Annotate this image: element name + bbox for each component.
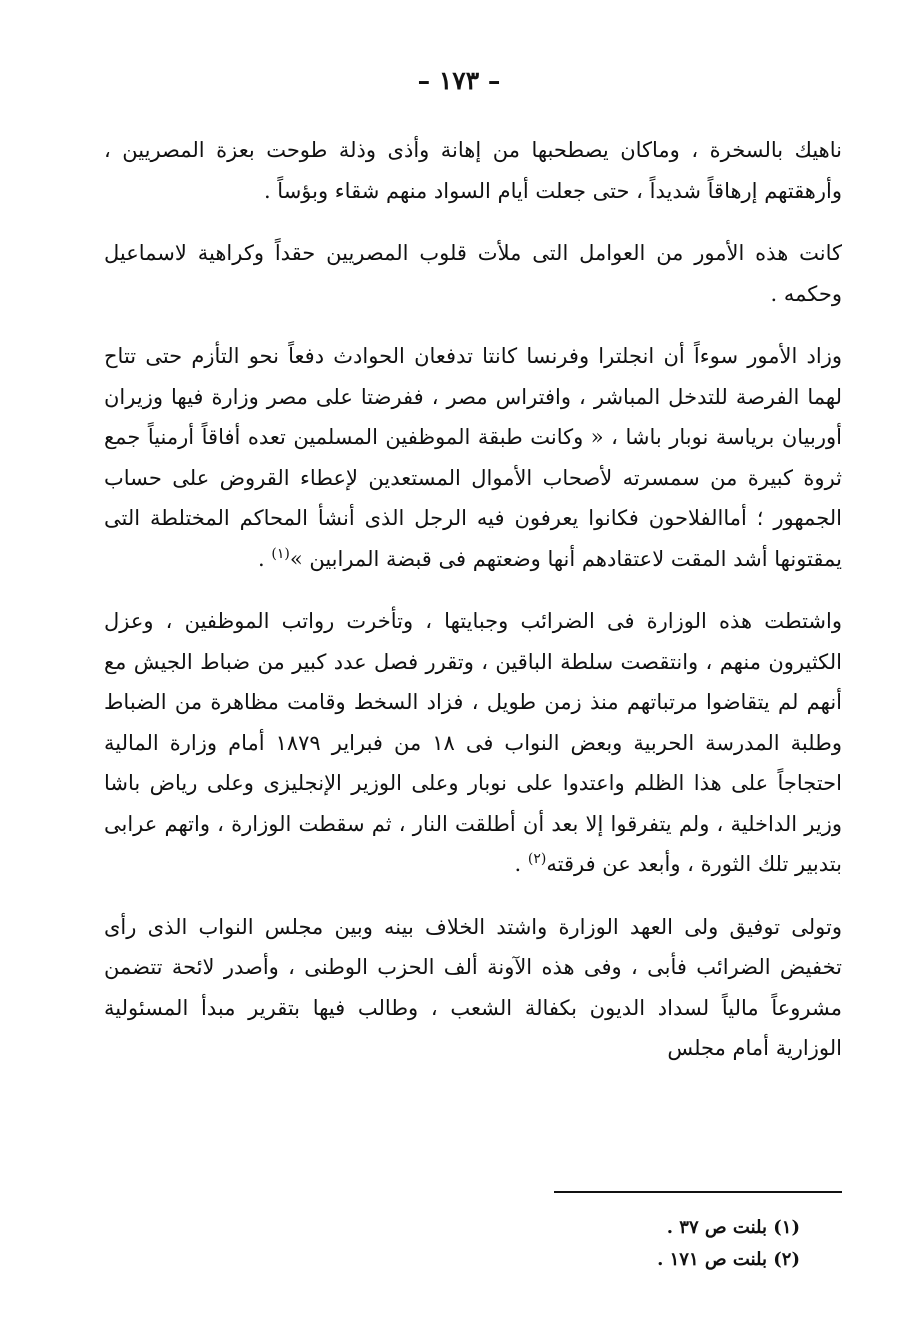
footnote: (٢) بلنت ص ١٧١ . [657,1249,800,1270]
footnote-divider [554,1191,842,1193]
footnote-reference: (١) [271,545,290,562]
paragraph: ناهيك بالسخرة ، وماكان يصطحبها من إهانة وأذى وذلة طوحت بعزة المصريين ، وأرهقتهم إرهاقاً شديداً ، حتى جعلت أيام السواد منهم شقاء وبؤساً . [104,138,842,203]
body-text [104,130,842,1069]
footnote: (١) بلنت ص ٣٧ . [666,1217,800,1238]
paragraph-end: . [514,852,528,876]
paragraph-text: وزاد الأمور سوءاً أن انجلترا وفرنسا كانتا تدفعان الحوادث دفعاً نحو التأزم حتى تتاح لهما الفرصة للتدخل المباشر ، وافتراس مصر ، ففرضتا على مصر وزارة فيها وزيران أوربيان برياسة نوبار باشا ، « وكانت طبقة الموظفين المسلمين تعده أفاقاً أرمنياً جمع ثروة كبيرة من سمسرته لأصحاب الأموال المستعدين لإعطاء القروض على حساب الجمهور ؛ أماالفلاحون فكانوا يعرفون فيه الرجل الذى أنشأ المحاكم المختلطة التى يمقتونها أشد المقت لاعتقادهم أنها وضعتهم فى قبضة المرابين » [104,344,842,571]
paragraph [104,601,842,885]
paragraph-text: واشتطت هذه الوزارة فى الضرائب وجبايتها ، وتأخرت رواتب الموظفين ، وعزل الكثيرون منهم ، وانتقصت سلطة الباقين ، وتقرر فصل عدد كبير من ضباط الجيش مع أنهم لم يتقاضوا مرتباتهم منذ زمن طويل ، فزاد السخط وقامت مظاهرة من الضباط وطلبة المدرسة الحربية وبعض النواب فى ١٨ من فبراير ١٨٧٩ أمام وزارة المالية احتجاجاً على هذا الظلم واعتدوا على نوبار وعلى الوزير الإنجليزى وعلى رياض باشا وزير الداخلية ، ولم يتفرقوا إلا بعد أن أطلقت النار ، ثم سقطت الوزارة ، واتهم عرابى بتدبير تلك الثورة ، وأبعد عن فرقته [104,609,842,876]
paragraph [104,336,842,579]
paragraph: وتولى توفيق ولى العهد الوزارة واشتد الخلاف بينه وبين مجلس النواب الذى رأى تخفيض الضرائب فأبى ، وفى هذه الآونة ألف الحزب الوطنى ، وأصدر لائحة تتضمن مشروعاً مالياً لسداد الديون بكفالة الشعب ، وطالب فيها بتقرير مبدأ المسئولية الوزارية أمام مجلس [104,914,842,1060]
footnote-reference: (٢) [527,851,547,867]
page-number: – ١٧٣ – [417,66,501,95]
paragraph: كانت هذه الأمور من العوامل التى ملأت قلوب المصريين حقداً وكراهية لاسماعيل وحكمه . [104,241,843,306]
paragraph-end: . [257,546,272,571]
footnotes [400,1212,800,1276]
